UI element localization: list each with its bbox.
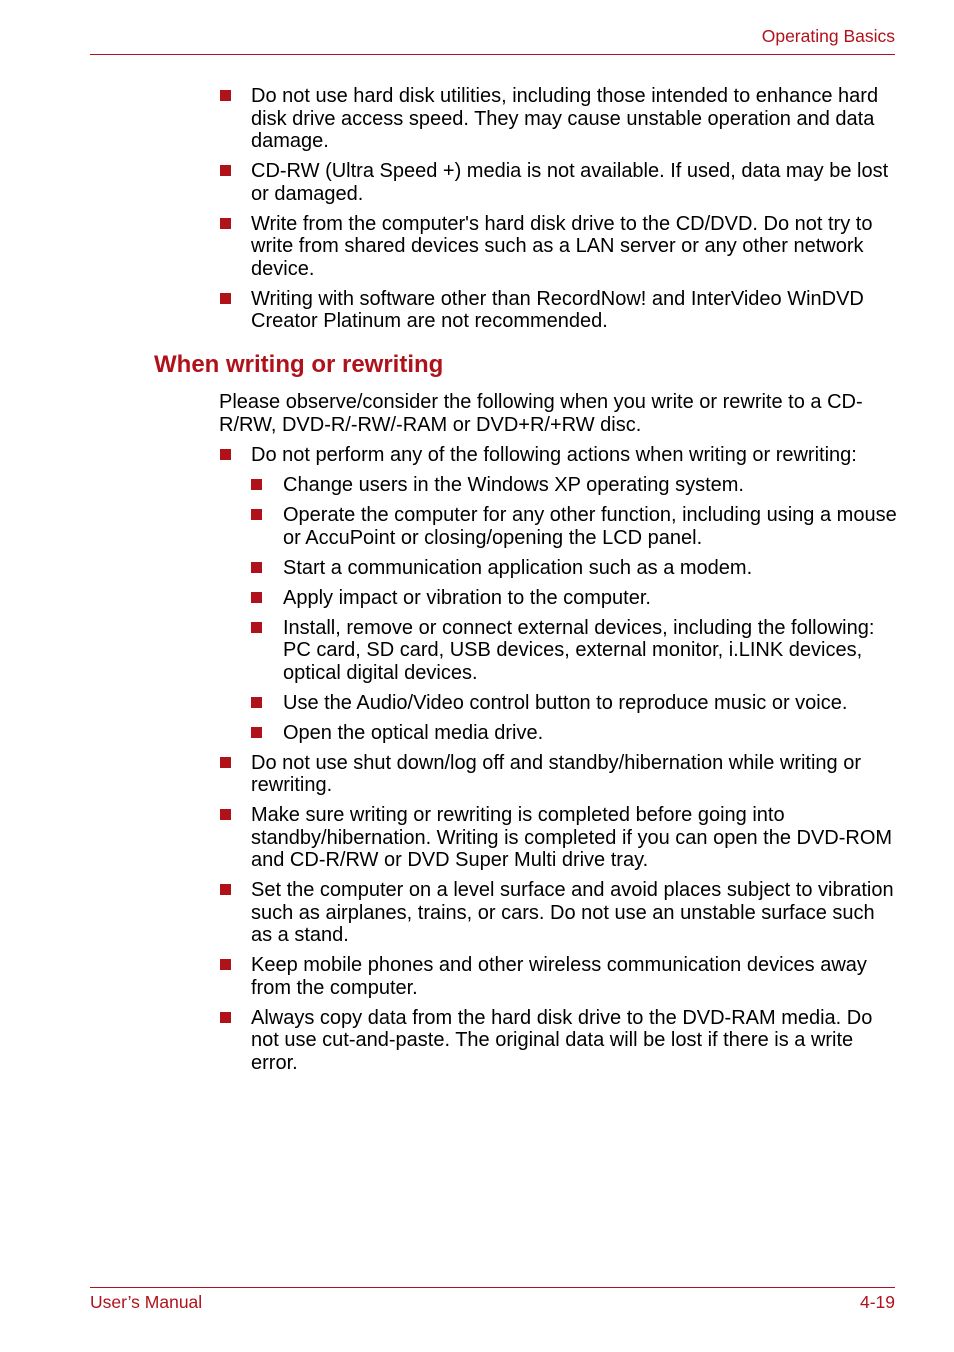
sub-list-item-text: Install, remove or connect external devices, including the following: PC card, SD card, USB devices, external monitor, i.LINK devices, optical digital devices. bbox=[283, 616, 875, 684]
square-bullet-icon bbox=[220, 449, 231, 460]
list-item bbox=[220, 804, 900, 872]
sub-list-item bbox=[251, 557, 900, 580]
list-item bbox=[220, 160, 900, 205]
list-item-text: CD-RW (Ultra Speed +) media is not available. If used, data may be lost or damaged. bbox=[251, 160, 889, 205]
sub-list-item bbox=[251, 692, 900, 715]
list-item bbox=[220, 954, 900, 999]
list-item-text: Always copy data from the hard disk drive to the DVD-RAM media. Do not use cut-and-paste. The original data will be lost if there is a write error. bbox=[251, 1006, 873, 1074]
list-item bbox=[220, 213, 900, 281]
list-item-text: Make sure writing or rewriting is completed before going into standby/hibernation. Writing is completed if you can open the DVD-ROM and CD-R/RW or DVD Super Multi drive tray. bbox=[251, 804, 893, 871]
sub-list-item-text: Use the Audio/Video control button to reproduce music or voice. bbox=[283, 691, 848, 714]
page-number: 4-19 bbox=[859, 1292, 895, 1312]
square-bullet-icon bbox=[220, 757, 231, 768]
list-item-text: Keep mobile phones and other wireless communication devices away from the computer. bbox=[251, 954, 867, 999]
list-item bbox=[220, 85, 900, 153]
list-item-text: Do not use hard disk utilities, including those intended to enhance hard disk drive access speed. They may cause unstable operation and data damage. bbox=[251, 85, 879, 152]
square-bullet-icon bbox=[220, 884, 231, 895]
sub-list-item-text: Change users in the Windows XP operating system. bbox=[283, 474, 744, 496]
sub-list-item bbox=[251, 474, 900, 497]
list-item-text: Set the computer on a level surface and avoid places subject to vibration such as airplanes, trains, or cars. Do not use an unstable surface such as a stand. bbox=[251, 879, 894, 946]
square-bullet-icon bbox=[251, 727, 262, 738]
list-item-text: Do not perform any of the following actions when writing or rewriting: bbox=[251, 444, 857, 466]
list-item bbox=[220, 879, 900, 947]
sub-list-item-text: Open the optical media drive. bbox=[283, 721, 544, 744]
list-item-text: Do not use shut down/log off and standby/hibernation while writing or rewriting. bbox=[251, 751, 862, 796]
sub-list-item-text: Start a communication application such as a modem. bbox=[283, 556, 753, 579]
square-bullet-icon bbox=[220, 90, 231, 101]
square-bullet-icon bbox=[220, 1012, 231, 1023]
square-bullet-icon bbox=[220, 293, 231, 304]
list-item-text: Writing with software other than RecordNow! and InterVideo WinDVD Creator Platinum are not recommended. bbox=[251, 287, 864, 332]
section-bullet-list bbox=[220, 444, 900, 1082]
sub-list-item-text: Apply impact or vibration to the computer. bbox=[283, 586, 651, 609]
square-bullet-icon bbox=[251, 697, 262, 708]
header-rule bbox=[90, 54, 895, 55]
section-heading: When writing or rewriting bbox=[154, 351, 444, 378]
list-item bbox=[220, 752, 900, 797]
square-bullet-icon bbox=[251, 509, 262, 520]
sub-list-item bbox=[251, 722, 900, 745]
list-item bbox=[220, 1007, 900, 1075]
list-item bbox=[220, 288, 900, 333]
list-item-text: Write from the computer's hard disk drive to the CD/DVD. Do not try to write from shared devices such as a LAN server or any other network device. bbox=[251, 212, 873, 280]
sub-list-item bbox=[251, 617, 900, 685]
sub-list-item bbox=[251, 504, 900, 549]
nested-bullet-list bbox=[251, 474, 900, 744]
square-bullet-icon bbox=[220, 165, 231, 176]
sub-list-item bbox=[251, 587, 900, 610]
running-header: Operating Basics bbox=[761, 26, 895, 46]
footer-manual-title: User’s Manual bbox=[90, 1292, 203, 1312]
square-bullet-icon bbox=[220, 809, 231, 820]
sub-list-item-text: Operate the computer for any other function, including using a mouse or AccuPoint or closing/opening the LCD panel. bbox=[283, 504, 897, 549]
square-bullet-icon bbox=[251, 592, 262, 603]
footer-rule bbox=[90, 1287, 895, 1288]
list-item bbox=[220, 444, 900, 744]
square-bullet-icon bbox=[220, 959, 231, 970]
section-intro: Please observe/consider the following when you write or rewrite to a CD-R/RW, DVD-R/-RW/-RAM or DVD+R/+RW disc. bbox=[219, 391, 863, 436]
square-bullet-icon bbox=[251, 479, 262, 490]
square-bullet-icon bbox=[251, 562, 262, 573]
top-bullet-list bbox=[220, 85, 900, 340]
square-bullet-icon bbox=[220, 218, 231, 229]
square-bullet-icon bbox=[251, 622, 262, 633]
